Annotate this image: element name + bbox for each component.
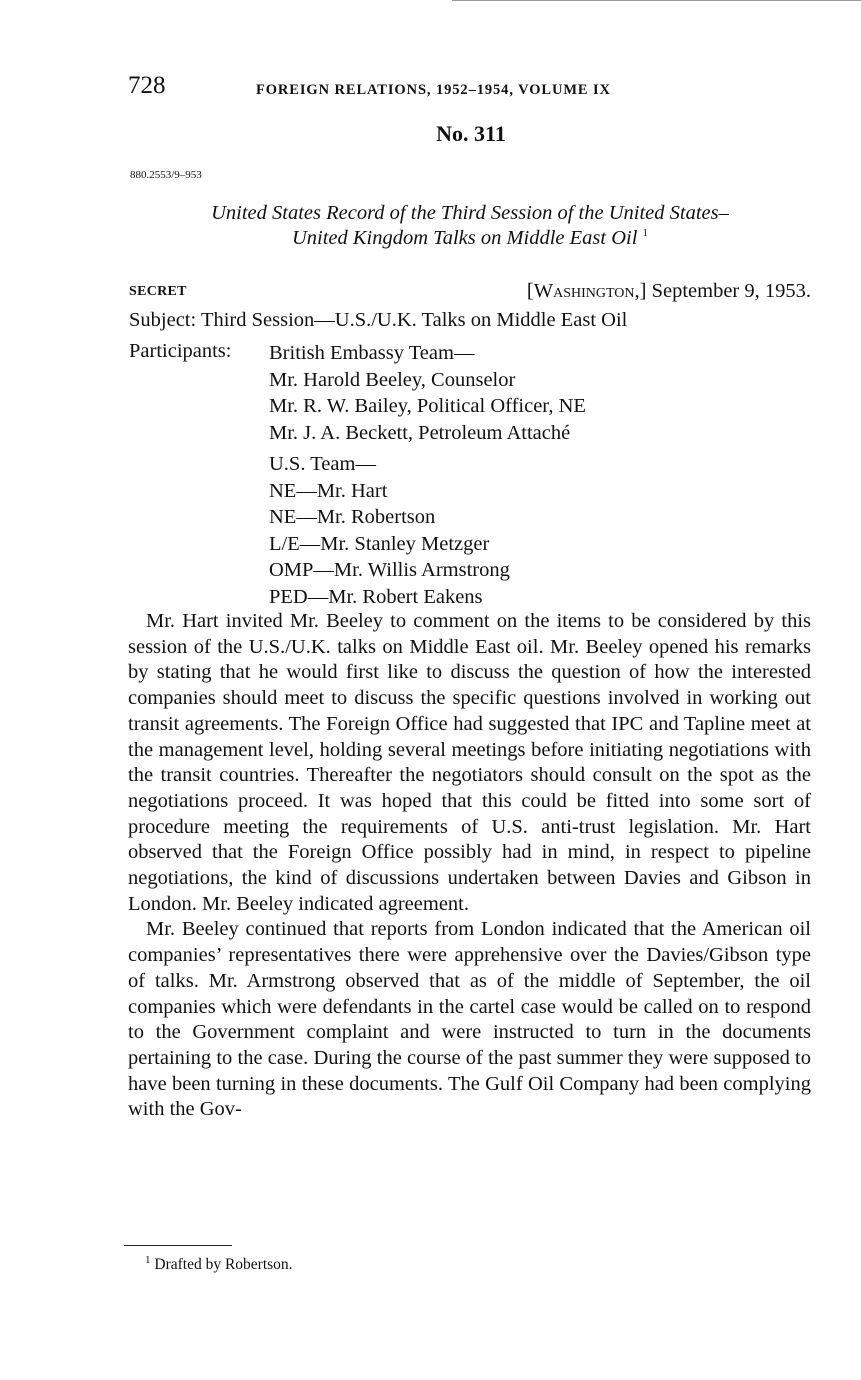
paragraph: Mr. Hart invited Mr. Beeley to comment on the items to be considered by this session of the U.S./U.K. talks on Middle East oil. Mr. Beeley opened his remarks by stating that he would first like to discuss the question of how the interested companies should meet to discuss the specific questions involved in working out transit agreements. The Foreign Office had suggested that IPC and Tapline meet at the management level, holding several meetings before initiating negotiations with the transit countries. Thereafter the negotiators should consult on the spot as the negotiations proceed. It was hoped that this could be fitted into some sort of procedure meeting the requirements of U.S. anti-trust legislation. Mr. Hart observed that the Foreign Office possibly had in mind, in respect to pipeline negotiations, the kind of discussions undertaken between Davies and Gibson in London. Mr. Beeley indicated agreement. — [128, 610, 811, 915]
file-number: 880.2553/9–953 — [130, 169, 202, 181]
dateline — [527, 280, 811, 303]
participant-entry: NE—Mr. Hart — [269, 479, 388, 502]
participants-label: Participants: — [129, 340, 232, 362]
running-head: FOREIGN RELATIONS, 1952–1954, VOLUME IX — [256, 82, 611, 98]
participant-entry: Mr. R. W. Bailey, Political Officer, NE — [269, 395, 586, 417]
participant-entry: L/E—Mr. Stanley Metzger — [269, 532, 490, 555]
top-edge-rule — [452, 0, 861, 1]
paragraph: Mr. Beeley continued that reports from London indicated that the American oil companies’ representatives there were apprehensive over the Davies/Gibson type of talks. Mr. Armstrong observed that as of the middle of September, the oil companies which were defendants in the cartel case would be called on to respond to the Government complaint and were instructed to turn in the documents pertaining to the case. During the course of the past summer they were supposed to have been turning in these documents. The Gulf Oil Company had been complying with the Gov- — [128, 918, 811, 1121]
footnote-marker: 1 — [145, 1253, 151, 1266]
us-team-list — [269, 451, 510, 610]
footnote-rule — [124, 1245, 232, 1246]
participant-entry: Mr. J. A. Beckett, Petroleum Attaché — [269, 421, 571, 444]
title-line-1: United States Record of the Third Session of the United States– — [211, 202, 729, 224]
participant-entry: OMP—Mr. Willis Armstrong — [269, 559, 510, 581]
document-number: No. 311 — [436, 121, 506, 146]
title-line-2: United Kingdom Talks on Middle East Oil — [291, 227, 638, 249]
document-title — [120, 201, 820, 251]
participant-entry: U.S. Team— — [269, 453, 376, 475]
dateline-date: September 9, 1953. — [646, 280, 811, 302]
british-team-list — [269, 340, 586, 446]
title-footnote-marker: 1 — [642, 227, 649, 240]
footnote-text: Drafted by Robertson. — [150, 1256, 293, 1273]
body-text — [128, 609, 811, 1123]
participant-entry: Mr. Harold Beeley, Counselor — [269, 368, 516, 391]
participant-entry: NE—Mr. Robertson — [269, 506, 436, 528]
classification: SECRET — [129, 284, 187, 299]
page-number: 728 — [128, 72, 166, 99]
participant-entry: PED—Mr. Robert Eakens — [269, 585, 483, 608]
dateline-place: [Washington,] — [526, 280, 647, 302]
subject-line: Subject: Third Session—U.S./U.K. Talks on Middle East Oil — [129, 309, 628, 331]
footnote — [145, 1253, 293, 1274]
participant-entry: British Embassy Team— — [269, 342, 475, 364]
